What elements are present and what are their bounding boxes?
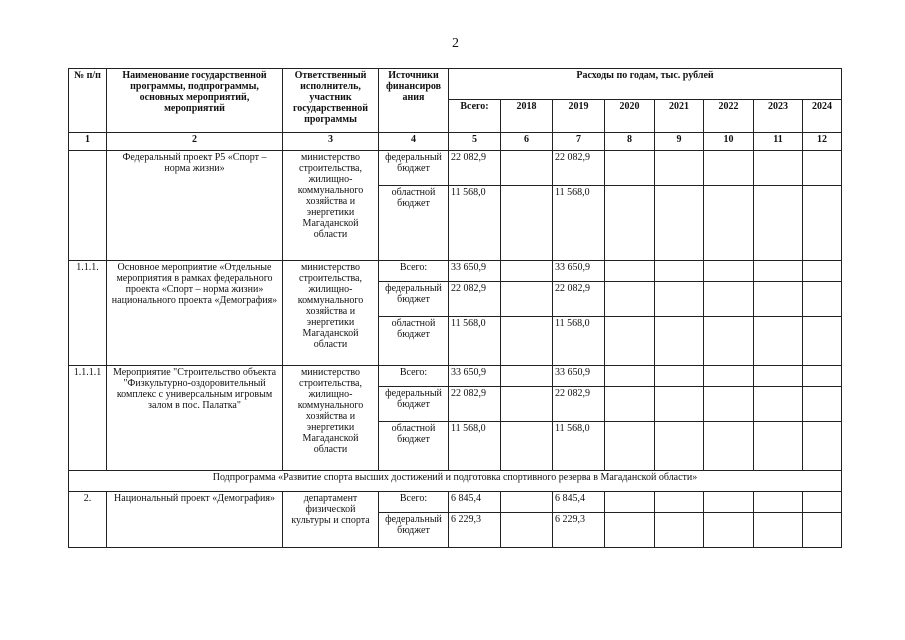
column-number: 2 — [107, 133, 283, 151]
header-year: 2018 — [501, 100, 553, 133]
row-source: федеральный бюджет — [379, 513, 449, 548]
row-num: 1.1.1. — [69, 261, 107, 366]
cell-2018 — [501, 261, 553, 282]
header-year: 2023 — [754, 100, 803, 133]
cell-2024 — [803, 513, 842, 548]
cell-total: 11 568,0 — [449, 186, 501, 261]
cell-2024 — [803, 422, 842, 471]
cell-2021 — [655, 492, 704, 513]
row-executor: министерство строительства, жилищно-коммунального хозяйства и энергетики Магаданской области — [283, 261, 379, 366]
table-row — [69, 151, 842, 186]
cell-2023 — [754, 492, 803, 513]
cell-2023 — [754, 422, 803, 471]
row-source: федеральный бюджет — [379, 282, 449, 317]
cell-2020 — [605, 186, 655, 261]
cell-2022 — [704, 186, 754, 261]
cell-2021 — [655, 151, 704, 186]
header-year: Всего: — [449, 100, 501, 133]
row-source: федеральный бюджет — [379, 387, 449, 422]
cell-2020 — [605, 317, 655, 366]
cell-2023 — [754, 186, 803, 261]
cell-2023 — [754, 513, 803, 548]
cell-2023 — [754, 151, 803, 186]
row-source: Всего: — [379, 492, 449, 513]
cell-2018 — [501, 317, 553, 366]
cell-2022 — [704, 387, 754, 422]
cell-2018 — [501, 282, 553, 317]
row-source: областной бюджет — [379, 186, 449, 261]
cell-total: 33 650,9 — [449, 261, 501, 282]
column-number: 11 — [754, 133, 803, 151]
cell-2019: 33 650,9 — [553, 366, 605, 387]
column-number: 12 — [803, 133, 842, 151]
row-name: Федеральный проект Р5 «Спорт – норма жизни» — [107, 151, 283, 261]
row-name: Мероприятие "Строительство объекта "Физкультурно-оздоровительный комплекс с универсальным игровым залом в пос. Палатка" — [107, 366, 283, 471]
cell-2022 — [704, 261, 754, 282]
cell-2020 — [605, 422, 655, 471]
header-sources: Источники финансиров ания — [379, 69, 449, 133]
cell-2020 — [605, 151, 655, 186]
cell-2020 — [605, 387, 655, 422]
cell-2024 — [803, 492, 842, 513]
cell-2018 — [501, 151, 553, 186]
cell-2020 — [605, 513, 655, 548]
row-source: областной бюджет — [379, 317, 449, 366]
cell-2019: 11 568,0 — [553, 186, 605, 261]
cell-2018 — [501, 422, 553, 471]
row-name: Основное мероприятие «Отдельные мероприятия в рамках федерального проекта «Спорт – норма жизни» национального проекта «Демография» — [107, 261, 283, 366]
cell-2021 — [655, 186, 704, 261]
cell-2021 — [655, 317, 704, 366]
cell-2022 — [704, 317, 754, 366]
cell-2022 — [704, 492, 754, 513]
header-year: 2024 — [803, 100, 842, 133]
cell-total: 6 845,4 — [449, 492, 501, 513]
header-year: 2022 — [704, 100, 754, 133]
column-number: 9 — [655, 133, 704, 151]
row-source: Всего: — [379, 261, 449, 282]
cell-2023 — [754, 282, 803, 317]
cell-2022 — [704, 366, 754, 387]
table-row — [69, 492, 842, 513]
row-executor: министерство строительства, жилищно-коммунального хозяйства и энергетики Магаданской области — [283, 366, 379, 471]
page-number: 2 — [452, 36, 459, 51]
cell-2021 — [655, 366, 704, 387]
cell-2018 — [501, 492, 553, 513]
header-row — [69, 69, 842, 100]
column-number: 10 — [704, 133, 754, 151]
subprogram-title: Подпрограмма «Развитие спорта высших достижений и подготовка спортивного резерва в Магаданской области» — [69, 471, 842, 492]
cell-2021 — [655, 261, 704, 282]
cell-2024 — [803, 366, 842, 387]
row-num: 2. — [69, 492, 107, 548]
cell-2024 — [803, 387, 842, 422]
column-number: 8 — [605, 133, 655, 151]
cell-2019: 22 082,9 — [553, 282, 605, 317]
column-number: 7 — [553, 133, 605, 151]
column-number: 4 — [379, 133, 449, 151]
cell-2022 — [704, 151, 754, 186]
cell-2018 — [501, 387, 553, 422]
header-year: 2019 — [553, 100, 605, 133]
table-row — [69, 366, 842, 387]
cell-2020 — [605, 282, 655, 317]
header-num: № п/п — [69, 69, 107, 133]
cell-2019: 33 650,9 — [553, 261, 605, 282]
row-num — [69, 151, 107, 261]
column-numbers-row — [69, 133, 842, 151]
cell-2024 — [803, 151, 842, 186]
cell-2020 — [605, 366, 655, 387]
cell-2021 — [655, 387, 704, 422]
cell-2019: 22 082,9 — [553, 387, 605, 422]
cell-2019: 6 229,3 — [553, 513, 605, 548]
cell-2024 — [803, 317, 842, 366]
header-year: 2020 — [605, 100, 655, 133]
cell-total: 6 229,3 — [449, 513, 501, 548]
row-num: 1.1.1.1 — [69, 366, 107, 471]
cell-2023 — [754, 387, 803, 422]
column-number: 1 — [69, 133, 107, 151]
cell-2021 — [655, 282, 704, 317]
cell-2024 — [803, 186, 842, 261]
header-executor: Ответственный исполнитель, участник государственной программы — [283, 69, 379, 133]
header-name: Наименование государственной программы, подпрограммы, основных мероприятий, мероприятий — [107, 69, 283, 133]
cell-2019: 11 568,0 — [553, 422, 605, 471]
cell-2018 — [501, 366, 553, 387]
header-year: 2021 — [655, 100, 704, 133]
cell-2020 — [605, 261, 655, 282]
table-row — [69, 261, 842, 282]
cell-2023 — [754, 261, 803, 282]
cell-2022 — [704, 513, 754, 548]
cell-2024 — [803, 282, 842, 317]
cell-2018 — [501, 513, 553, 548]
cell-2019: 11 568,0 — [553, 317, 605, 366]
row-source: Всего: — [379, 366, 449, 387]
cell-2023 — [754, 366, 803, 387]
cell-2019: 22 082,9 — [553, 151, 605, 186]
row-executor: министерство строительства, жилищно-коммунального хозяйства и энергетики Магаданской области — [283, 151, 379, 261]
cell-total: 33 650,9 — [449, 366, 501, 387]
cell-2022 — [704, 282, 754, 317]
cell-2021 — [655, 422, 704, 471]
cell-total: 22 082,9 — [449, 151, 501, 186]
budget-table — [68, 68, 842, 548]
cell-2021 — [655, 513, 704, 548]
cell-total: 11 568,0 — [449, 317, 501, 366]
cell-2022 — [704, 422, 754, 471]
row-executor: департамент физической культуры и спорта — [283, 492, 379, 548]
cell-2023 — [754, 317, 803, 366]
subprogram-row — [69, 471, 842, 492]
row-name: Национальный проект «Демография» — [107, 492, 283, 548]
column-number: 6 — [501, 133, 553, 151]
column-number: 5 — [449, 133, 501, 151]
cell-2018 — [501, 186, 553, 261]
cell-2020 — [605, 492, 655, 513]
cell-total: 11 568,0 — [449, 422, 501, 471]
row-source: областной бюджет — [379, 422, 449, 471]
cell-total: 22 082,9 — [449, 282, 501, 317]
header-expenses: Расходы по годам, тыс. рублей — [449, 69, 842, 100]
cell-2019: 6 845,4 — [553, 492, 605, 513]
cell-2024 — [803, 261, 842, 282]
column-number: 3 — [283, 133, 379, 151]
row-source: федеральный бюджет — [379, 151, 449, 186]
cell-total: 22 082,9 — [449, 387, 501, 422]
